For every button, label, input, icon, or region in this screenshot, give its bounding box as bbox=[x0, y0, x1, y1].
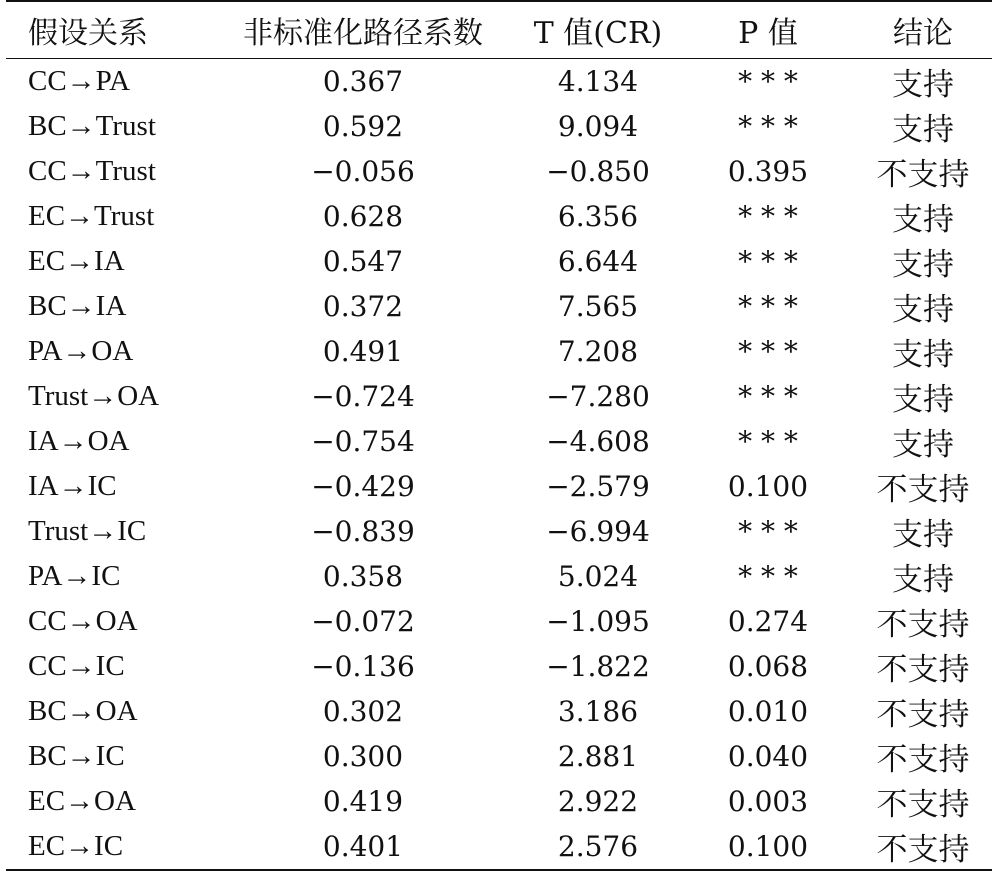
cell-conclusion: 不支持 bbox=[876, 607, 970, 643]
cell-relation: BC→OA bbox=[28, 695, 138, 727]
table-body bbox=[6, 59, 992, 871]
cell-t-value: −4.608 bbox=[546, 425, 650, 458]
cell-conclusion: 支持 bbox=[892, 337, 954, 373]
cell-p-value: * * * bbox=[738, 515, 798, 548]
cell-conclusion: 支持 bbox=[892, 292, 954, 328]
cell-p-value: 0.068 bbox=[727, 650, 809, 683]
header-conclusion: 结论 bbox=[893, 16, 953, 51]
table-row bbox=[6, 329, 992, 374]
cell-relation: CC→IC bbox=[28, 650, 125, 682]
cell-conclusion: 支持 bbox=[892, 112, 954, 148]
table-row bbox=[6, 824, 992, 870]
cell-p-value: * * * bbox=[738, 335, 798, 368]
cell-relation: EC→IA bbox=[28, 245, 125, 277]
cell-p-value: * * * bbox=[738, 560, 798, 593]
cell-conclusion: 支持 bbox=[892, 67, 954, 103]
cell-t-value: 2.576 bbox=[557, 830, 639, 863]
cell-t-value: 7.208 bbox=[557, 335, 639, 368]
cell-relation: Trust→IC bbox=[28, 515, 147, 547]
header-t-value: T 值(CR) bbox=[533, 16, 663, 51]
table-row bbox=[6, 374, 992, 419]
table-row bbox=[6, 464, 992, 509]
cell-conclusion: 不支持 bbox=[876, 697, 970, 733]
cell-conclusion: 支持 bbox=[892, 247, 954, 283]
header-p-value: P 值 bbox=[738, 16, 798, 51]
table-row bbox=[6, 104, 992, 149]
cell-p-value: 0.395 bbox=[727, 155, 809, 188]
cell-t-value: 7.565 bbox=[557, 290, 639, 323]
cell-t-value: 6.644 bbox=[557, 245, 639, 278]
header-relation: 假设关系 bbox=[28, 16, 148, 51]
cell-relation: EC→Trust bbox=[28, 200, 155, 232]
cell-coefficient: −0.754 bbox=[311, 425, 415, 458]
cell-t-value: −1.095 bbox=[546, 605, 650, 638]
results-table-container bbox=[6, 0, 986, 871]
cell-t-value: 4.134 bbox=[557, 65, 639, 98]
table-row bbox=[6, 689, 992, 734]
cell-t-value: 3.186 bbox=[557, 695, 639, 728]
cell-conclusion: 不支持 bbox=[876, 652, 970, 688]
cell-coefficient: 0.358 bbox=[322, 560, 404, 593]
cell-conclusion: 支持 bbox=[892, 427, 954, 463]
cell-t-value: −2.579 bbox=[546, 470, 650, 503]
cell-t-value: −0.850 bbox=[546, 155, 650, 188]
cell-coefficient: 0.302 bbox=[322, 695, 404, 728]
table-row bbox=[6, 419, 992, 464]
cell-coefficient: −0.724 bbox=[311, 380, 415, 413]
cell-relation: IA→OA bbox=[28, 425, 130, 457]
cell-relation: EC→IC bbox=[28, 830, 124, 862]
cell-conclusion: 支持 bbox=[892, 562, 954, 598]
cell-relation: PA→OA bbox=[28, 335, 134, 367]
cell-relation: CC→OA bbox=[28, 605, 138, 637]
table-row bbox=[6, 509, 992, 554]
cell-relation: PA→IC bbox=[28, 560, 121, 592]
cell-p-value: * * * bbox=[738, 380, 798, 413]
cell-relation: IA→IC bbox=[28, 470, 117, 502]
cell-t-value: 6.356 bbox=[557, 200, 639, 233]
table-row bbox=[6, 149, 992, 194]
table-row bbox=[6, 779, 992, 824]
table-row bbox=[6, 239, 992, 284]
cell-relation: EC→OA bbox=[28, 785, 136, 817]
cell-coefficient: −0.056 bbox=[311, 155, 415, 188]
cell-p-value: * * * bbox=[738, 290, 798, 323]
cell-coefficient: −0.136 bbox=[311, 650, 415, 683]
table-row bbox=[6, 59, 992, 105]
cell-p-value: 0.100 bbox=[727, 470, 809, 503]
cell-coefficient: −0.839 bbox=[311, 515, 415, 548]
path-coefficient-table bbox=[6, 0, 992, 871]
cell-coefficient: 0.491 bbox=[322, 335, 404, 368]
cell-coefficient: 0.372 bbox=[322, 290, 404, 323]
table-row bbox=[6, 194, 992, 239]
cell-t-value: −6.994 bbox=[546, 515, 650, 548]
cell-t-value: 2.922 bbox=[557, 785, 639, 818]
cell-relation: Trust→OA bbox=[28, 380, 160, 412]
cell-conclusion: 不支持 bbox=[876, 787, 970, 823]
cell-conclusion: 不支持 bbox=[876, 472, 970, 508]
table-row bbox=[6, 599, 992, 644]
cell-relation: BC→IA bbox=[28, 290, 127, 322]
cell-coefficient: 0.419 bbox=[322, 785, 404, 818]
cell-p-value: * * * bbox=[738, 200, 798, 233]
header-row bbox=[6, 1, 992, 59]
cell-t-value: 9.094 bbox=[557, 110, 639, 143]
cell-conclusion: 支持 bbox=[892, 382, 954, 418]
table-row bbox=[6, 554, 992, 599]
cell-coefficient: 0.300 bbox=[322, 740, 404, 773]
cell-coefficient: −0.072 bbox=[311, 605, 415, 638]
cell-conclusion: 不支持 bbox=[876, 832, 970, 868]
table-row bbox=[6, 284, 992, 329]
header-coefficient: 非标准化路径系数 bbox=[243, 16, 483, 51]
cell-p-value: 0.100 bbox=[727, 830, 809, 863]
cell-relation: CC→Trust bbox=[28, 155, 156, 187]
cell-coefficient: 0.547 bbox=[322, 245, 404, 278]
table-row bbox=[6, 644, 992, 689]
cell-p-value: * * * bbox=[738, 425, 798, 458]
cell-p-value: * * * bbox=[738, 65, 798, 98]
cell-p-value: 0.274 bbox=[727, 605, 809, 638]
cell-coefficient: 0.401 bbox=[322, 830, 404, 863]
cell-relation: BC→IC bbox=[28, 740, 125, 772]
table-header bbox=[6, 1, 992, 59]
cell-p-value: 0.010 bbox=[727, 695, 809, 728]
cell-relation: CC→PA bbox=[28, 65, 131, 97]
cell-coefficient: 0.367 bbox=[322, 65, 404, 98]
cell-t-value: −7.280 bbox=[546, 380, 650, 413]
cell-p-value: 0.003 bbox=[727, 785, 809, 818]
cell-conclusion: 不支持 bbox=[876, 157, 970, 193]
cell-relation: BC→Trust bbox=[28, 110, 156, 142]
cell-conclusion: 不支持 bbox=[876, 742, 970, 778]
cell-p-value: * * * bbox=[738, 245, 798, 278]
cell-coefficient: 0.628 bbox=[322, 200, 404, 233]
cell-t-value: 2.881 bbox=[557, 740, 639, 773]
cell-p-value: * * * bbox=[738, 110, 798, 143]
cell-coefficient: 0.592 bbox=[322, 110, 404, 143]
cell-conclusion: 支持 bbox=[892, 202, 954, 238]
cell-p-value: 0.040 bbox=[727, 740, 809, 773]
cell-t-value: 5.024 bbox=[557, 560, 639, 593]
cell-coefficient: −0.429 bbox=[311, 470, 415, 503]
cell-t-value: −1.822 bbox=[546, 650, 650, 683]
cell-conclusion: 支持 bbox=[892, 517, 954, 553]
table-row bbox=[6, 734, 992, 779]
